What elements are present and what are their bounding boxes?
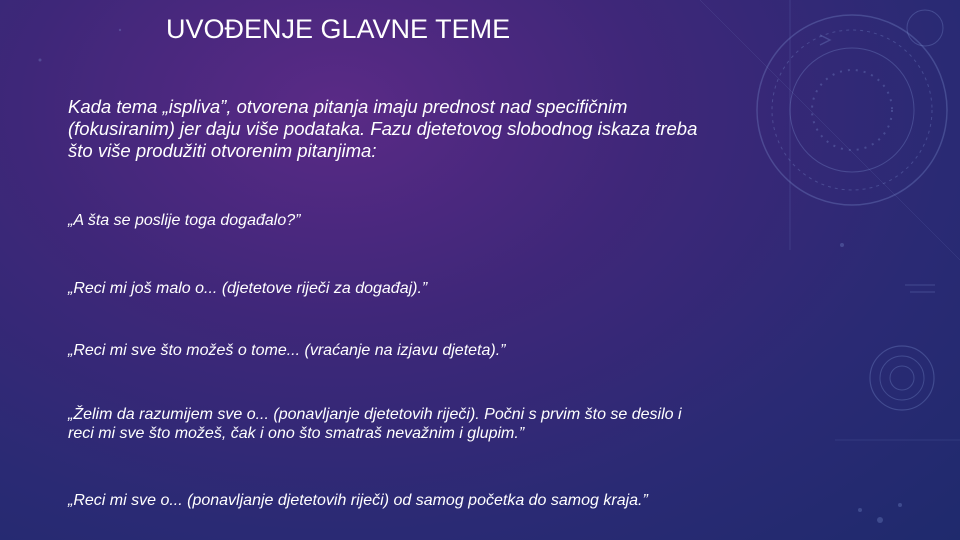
question-item: „Reci mi sve o... (ponavljanje djetetovih riječi) od samog početka do samog kraja.”	[68, 492, 648, 509]
slide-body	[68, 96, 708, 509]
question-item: „Želim da razumijem sve o... (ponavljanje djetetovih riječi). Počni s prvim što se desilo i reci mi sve što možeš, čak i ono što smatraš nevažnim i glupim.”	[68, 406, 682, 442]
question-item: „A šta se poslije toga događalo?”	[68, 212, 301, 229]
question-item: „Reci mi još malo o... (djetetove riječi za događaj).”	[68, 280, 428, 297]
question-item: „Reci mi sve što možeš o tome... (vraćanje na izjavu djeteta).”	[68, 342, 506, 359]
slide-title-wrap	[166, 14, 510, 45]
intro-paragraph: Kada tema „ispliva”, otvorena pitanja imaju prednost nad specifičnim (fokusiranim) jer daju više podataka. Fazu djetetovog slobodnog iskaza treba što više produžiti otvorenim pitanjima:	[68, 96, 698, 161]
slide-title: UVOĐENJE GLAVNE TEME	[166, 14, 511, 44]
